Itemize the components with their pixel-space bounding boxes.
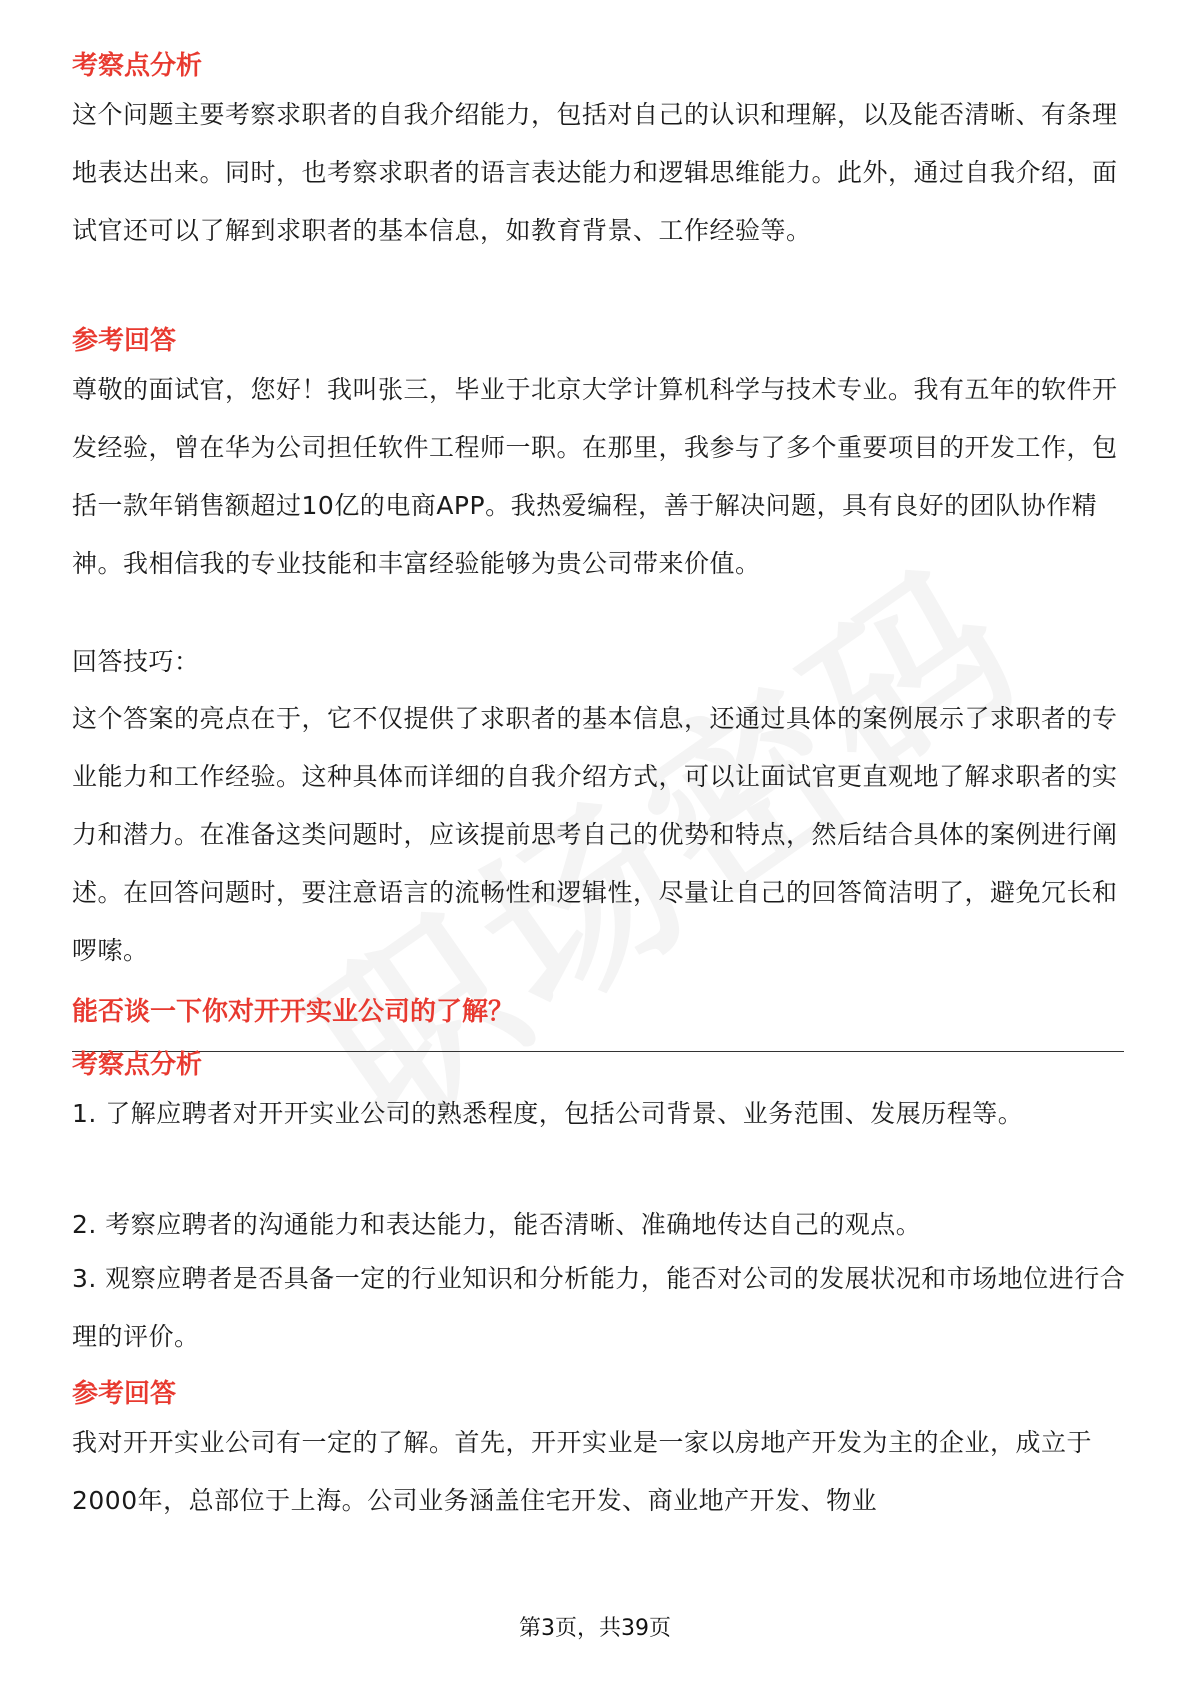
tips-label: 回答技巧： [72, 647, 200, 676]
question-heading: 能否谈一下你对开开实业公司的了解？ [72, 997, 515, 1027]
answer-text-2: 我对开开实业公司有一定的了解。首先，开开实业是一家以房地产开发为主的企业，成立于2000年，总部位于上海。公司业务涵盖住宅开发、商业地产开发、物业 [72, 1428, 1093, 1515]
answer-text-1: 尊敬的面试官，您好！我叫张三，毕业于北京大学计算机科学与技术专业。我有五年的软件开发经验，曾在华为公司担任软件工程师一职。在那里，我参与了多个重要项目的开发工作，包括一款年销售额超过10亿的电商APP。我热爱编程，善于解决问题，具有良好的团队协作精神。我相信我的专业技能和丰富经验能够为贵公司带来价值。 [72, 375, 1118, 578]
answer-heading-2: 参考回答 [72, 1379, 177, 1409]
tips-text: 这个答案的亮点在于，它不仅提供了求职者的基本信息，还通过具体的案例展示了求职者的专业能力和工作经验。这种具体而详细的自我介绍方式，可以让面试官更直观地了解求职者的实力和潜力。在准备这类问题时，应该提前思考自己的优势和特点，然后结合具体的案例进行阐述。在回答问题时，要注意语言的流畅性和逻辑性，尽量让自己的回答简洁明了，避免冗长和啰嗦。 [72, 704, 1118, 965]
analysis-text-1: 这个问题主要考察求职者的自我介绍能力，包括对自己的认识和理解，以及能否清晰、有条理地表达出来。同时，也考察求职者的语言表达能力和逻辑思维能力。此外，通过自我介绍，面试官还可以了解到求职者的基本信息，如教育背景、工作经验等。 [72, 100, 1118, 245]
page-number: 第3页，共39页 [519, 1616, 671, 1641]
analysis-heading-2: 考察点分析 [72, 1050, 203, 1080]
analysis-point-1: 1. 了解应聘者对开开实业公司的熟悉程度，包括公司背景、业务范围、发展历程等。 [72, 1099, 1024, 1128]
analysis-point-2: 2. 考察应聘者的沟通能力和表达能力，能否清晰、准确地传达自己的观点。 [72, 1210, 922, 1239]
section-divider [72, 1051, 1124, 1052]
answer-heading-1: 参考回答 [72, 326, 177, 356]
analysis-heading-1: 考察点分析 [72, 51, 203, 81]
analysis-point-3: 3. 观察应聘者是否具备一定的行业知识和分析能力，能否对公司的发展状况和市场地位进行合理的评价。 [72, 1264, 1126, 1351]
